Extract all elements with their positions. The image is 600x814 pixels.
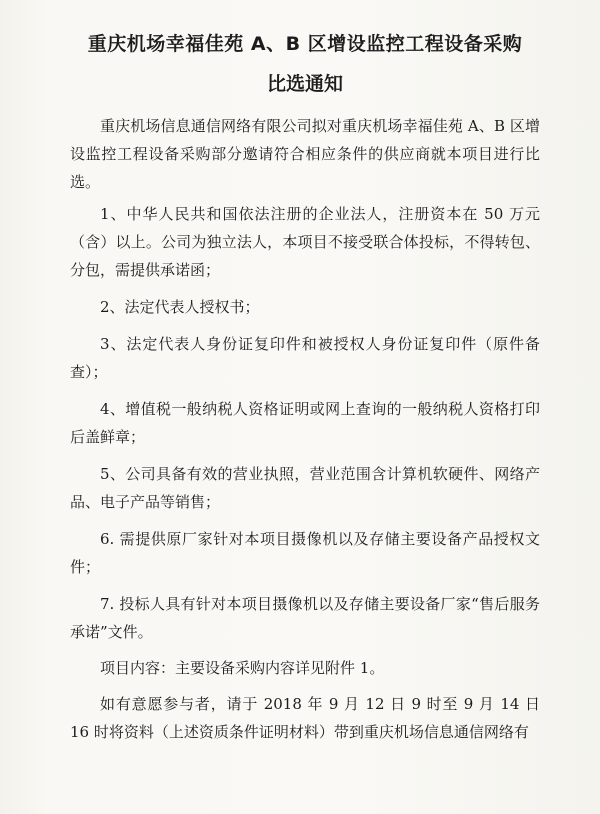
requirement-item-2: 2、法定代表人授权书；	[100, 298, 260, 316]
project-content-paragraph: 项目内容：主要设备采购内容详见附件 1。	[100, 659, 385, 677]
requirement-item-3: 3、法定代表人身份证复印件和被授权人身份证复印件（原件备查）；	[70, 335, 540, 381]
requirement-item-5: 5、公司具备有效的营业执照，营业范围含计算机软硬件、网络产品、电子产品等销售；	[70, 465, 540, 511]
document-subtitle: 比选通知	[266, 73, 343, 95]
closing-paragraph: 如有意愿参与者，请于 2018 年 9 月 12 日 9 时至 9 月 14 日 16 时将资料（上述资质条件证明材料）带到重庆机场信息通信网络有	[70, 695, 540, 741]
document-title: 重庆机场幸福佳苑 A、B 区增设监控工程设备采购	[87, 33, 523, 55]
requirement-item-1: 1、中华人民共和国依法注册的企业法人，注册资本在 50 万元（含）以上。公司为独立法人，本项目不接受联合体投标，不得转包、分包，需提供承诺函；	[70, 205, 540, 279]
requirement-item-6: 6. 需提供原厂家针对本项目摄像机以及存储主要设备产品授权文件；	[70, 530, 540, 576]
requirement-item-4: 4、增值税一般纳税人资格证明或网上查询的一般纳税人资格打印后盖鲜章；	[70, 400, 540, 446]
intro-paragraph: 重庆机场信息通信网络有限公司拟对重庆机场幸福佳苑 A、B 区增设监控工程设备采购部分邀请符合相应条件的供应商就本项目进行比选。	[70, 117, 540, 191]
requirement-item-7: 7. 投标人具有针对本项目摄像机以及存储主要设备厂家“售后服务承诺”文件。	[70, 595, 540, 641]
